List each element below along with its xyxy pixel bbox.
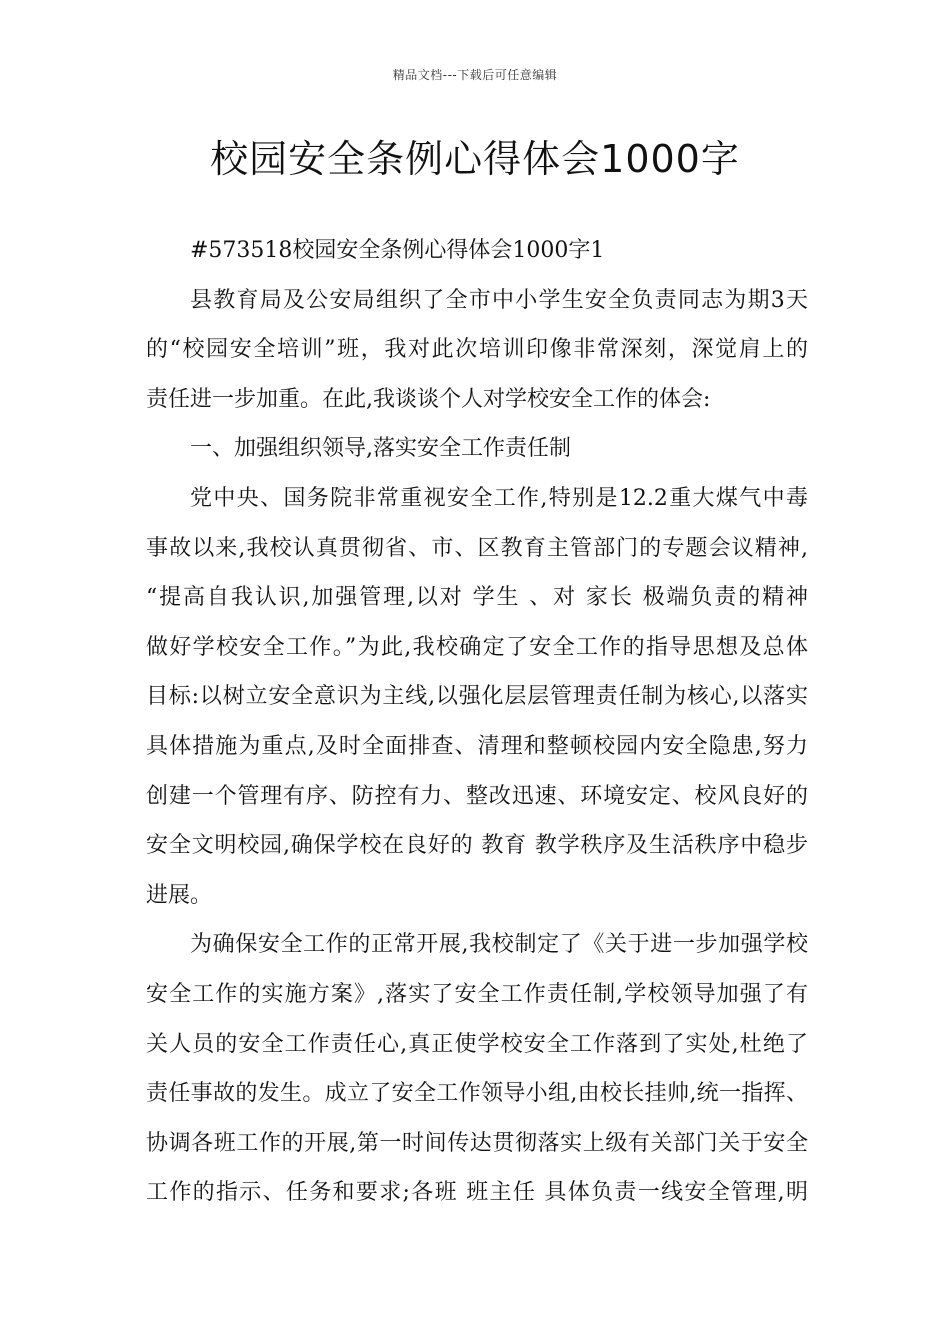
text-line: 创建一个管理有序、防控有力、整改迅速、环境安定、校风良好的	[146, 783, 808, 809]
text-line: 协调各班工作的开展,第一时间传达贯彻落实上级有关部门关于安全	[146, 1130, 808, 1156]
text-line: 的“校园安全培训”班，我对此次培训印像非常深刻，深觉肩上的	[146, 337, 808, 363]
text-line: 为确保安全工作的正常开展,我校制定了《关于进一步加强学校	[190, 932, 808, 958]
text-line: 目标:以树立安全意识为主线,以强化层层管理责任制为核心,以落实	[146, 684, 808, 710]
text-line: 进展。	[146, 882, 213, 908]
text-line: 县教育局及公安局组织了全市中小学生安全负责同志为期3天	[190, 287, 808, 313]
text-line: 事故以来,我校认真贯彻省、市、区教育主管部门的专题会议精神,	[146, 535, 808, 561]
header-note: 精品文档---下载后可任意编辑	[392, 68, 558, 82]
section-heading: 一、加强组织领导,落实安全工作责任制	[190, 436, 571, 462]
text-line: 党中央、国务院非常重视安全工作,特别是12.2重大煤气中毒	[190, 485, 808, 511]
text-line: 安全文明校园,确保学校在良好的 教育 教学秩序及生活秩序中稳步	[146, 833, 808, 859]
text-line: 做好学校安全工作。”为此,我校确定了安全工作的指导思想及总体	[146, 634, 808, 660]
text-line: 关人员的安全工作责任心,真正使学校安全工作落到了实处,杜绝了	[146, 1031, 808, 1057]
text-line: 具体措施为重点,及时全面排查、清理和整顿校园内安全隐患,努力	[146, 733, 808, 759]
page-title: 校园安全条例心得体会1000字	[210, 137, 740, 181]
text-line: “提高自我认识,加强管理,以对 学生 、对 家长 极端负责的精神	[146, 585, 808, 611]
paragraph-heading: #573518校园安全条例心得体会1000字1	[190, 238, 605, 263]
text-line: 责任进一步加重。在此,我谈谈个人对学校安全工作的体会:	[146, 386, 711, 412]
text-line: 工作的指示、任务和要求;各班 班主任 具体负责一线安全管理,明	[146, 1180, 808, 1206]
body-text	[146, 226, 808, 1218]
text-line: 责任事故的发生。成立了安全工作领导小组,由校长挂帅,统一指挥、	[146, 1081, 808, 1107]
text-line: 安全工作的实施方案》,落实了安全工作责任制,学校领导加强了有	[146, 981, 808, 1007]
